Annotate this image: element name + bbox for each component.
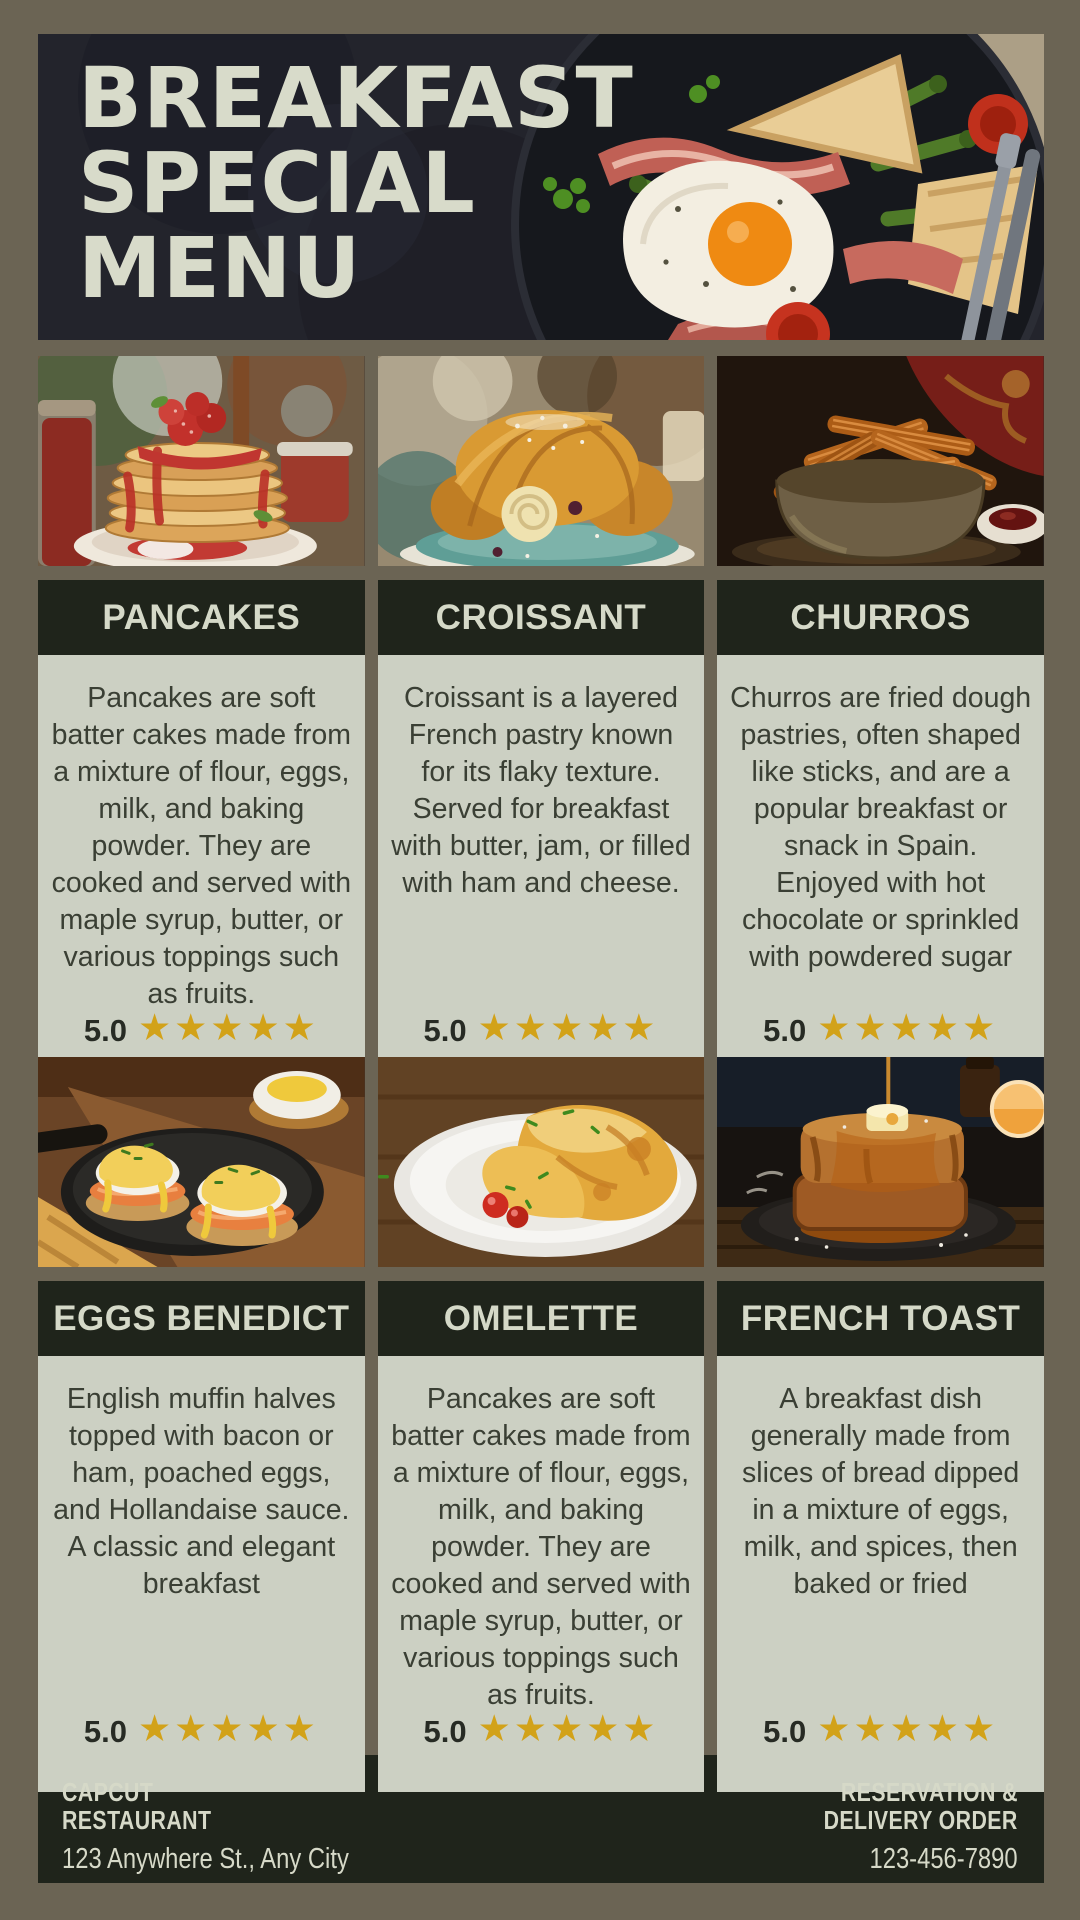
rating-value: 5.0 bbox=[83, 1714, 127, 1749]
rating-value: 5.0 bbox=[763, 1714, 807, 1749]
restaurant-info bbox=[62, 1778, 412, 1883]
star-icons: ★★★★★ bbox=[817, 1006, 999, 1049]
rating-value: 5.0 bbox=[423, 1013, 467, 1048]
card-title-omelette: OMELETTE bbox=[378, 1281, 705, 1356]
eggs-benedict-photo bbox=[38, 1057, 365, 1267]
churros-photo bbox=[717, 356, 1044, 566]
star-icons: ★★★★★ bbox=[477, 1006, 659, 1049]
star-icons: ★★★★★ bbox=[137, 1006, 319, 1049]
menu-card-french-toast bbox=[717, 1281, 1044, 1792]
card-body-pancakes bbox=[38, 655, 365, 1091]
french-toast-photo bbox=[717, 1057, 1044, 1267]
menu-card-croissant bbox=[378, 580, 705, 1091]
croissant-photo bbox=[378, 356, 705, 566]
restaurant-name-line1: CAPCUT bbox=[62, 1777, 154, 1807]
card-description: Pancakes are soft batter cakes made from a mixture of flour, eggs, milk, and baking powder. They are cooked and served with maple syrup, butter, or various toppings such as fruits. bbox=[391, 1383, 691, 1711]
card-title-churros: CHURROS bbox=[717, 580, 1044, 655]
page-title: BREAKFAST SPECIAL MENU bbox=[78, 49, 634, 317]
star-icons: ★★★★★ bbox=[137, 1707, 319, 1750]
rating bbox=[423, 1707, 659, 1750]
omelette-photo bbox=[378, 1057, 705, 1267]
reservation-label-line1: RESERVATION & bbox=[840, 1777, 1018, 1807]
restaurant-name-line2: RESTAURANT bbox=[62, 1805, 212, 1835]
rating bbox=[763, 1707, 999, 1750]
card-title-croissant: CROISSANT bbox=[378, 580, 705, 655]
card-body-churros bbox=[717, 655, 1044, 1091]
card-title-eggs-benedict: EGGS BENEDICT bbox=[38, 1281, 365, 1356]
menu-card-churros bbox=[717, 580, 1044, 1091]
header-banner bbox=[38, 34, 1044, 340]
restaurant-address: 123 Anywhere St., Any City bbox=[62, 1843, 349, 1875]
star-icons: ★★★★★ bbox=[817, 1707, 999, 1750]
reservation-label-line2: DELIVERY ORDER bbox=[823, 1805, 1018, 1835]
star-icons: ★★★★★ bbox=[477, 1707, 659, 1750]
rating-value: 5.0 bbox=[83, 1013, 127, 1048]
card-body-croissant bbox=[378, 655, 705, 1091]
card-title-pancakes: PANCAKES bbox=[38, 580, 365, 655]
card-title-french-toast: FRENCH TOAST bbox=[717, 1281, 1044, 1356]
card-description: Croissant is a layered French pastry known for its flaky texture. Served for breakfast with butter, jam, or filled with ham and cheese. bbox=[391, 682, 691, 899]
card-description: Pancakes are soft batter cakes made from a mixture of flour, eggs, milk, and baking powder. They are cooked and served with maple syrup, butter, or various toppings such as fruits. bbox=[51, 682, 352, 1010]
rating-value: 5.0 bbox=[763, 1013, 807, 1048]
card-description: English muffin halves topped with bacon or ham, poached eggs, and Hollandaise sauce. A classic and elegant breakfast bbox=[53, 1383, 350, 1600]
photo-row-1 bbox=[38, 356, 1044, 566]
card-body-french-toast bbox=[717, 1356, 1044, 1792]
menu-card-pancakes bbox=[38, 580, 365, 1091]
reservation-phone: 123-456-7890 bbox=[869, 1843, 1018, 1875]
card-body-omelette bbox=[378, 1356, 705, 1792]
rating bbox=[83, 1707, 319, 1750]
card-row-2 bbox=[38, 1281, 1044, 1750]
card-description: A breakfast dish generally made from slices of bread dipped in a mixture of eggs, milk, and spices, then baked or fried bbox=[742, 1383, 1020, 1600]
rating bbox=[763, 1006, 999, 1049]
rating-value: 5.0 bbox=[423, 1714, 467, 1749]
card-row-1 bbox=[38, 580, 1044, 1049]
card-body-eggs-benedict bbox=[38, 1356, 365, 1792]
menu-card-omelette bbox=[378, 1281, 705, 1792]
photo-row-2 bbox=[38, 1057, 1044, 1267]
rating bbox=[423, 1006, 659, 1049]
card-description: Churros are fried dough pastries, often shaped like sticks, and are a popular breakfast or snack in Spain. Enjoyed with hot chocolate or sprinkled with powdered sugar bbox=[730, 682, 1032, 973]
pancakes-photo bbox=[38, 356, 365, 566]
menu-card-eggs-benedict bbox=[38, 1281, 365, 1792]
reservation-info bbox=[781, 1778, 1018, 1883]
rating bbox=[83, 1006, 319, 1049]
